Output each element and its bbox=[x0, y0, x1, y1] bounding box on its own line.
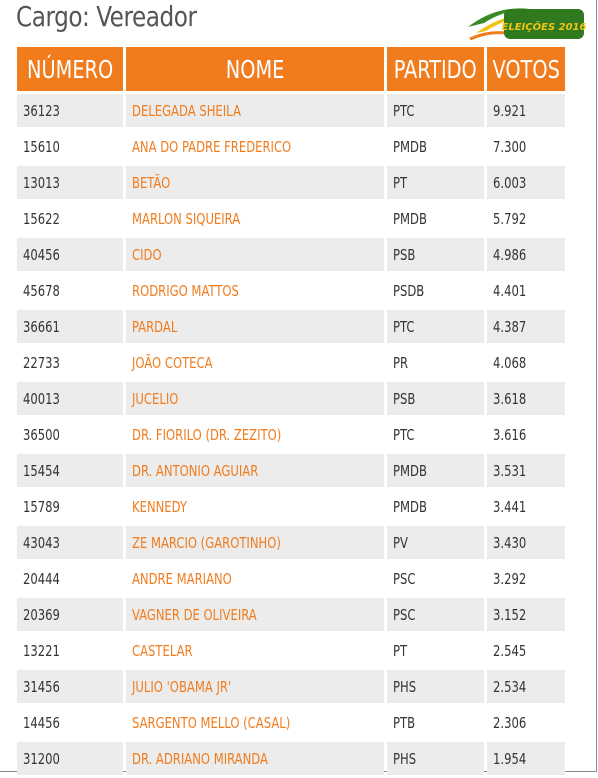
cell-partido: PSC bbox=[387, 598, 484, 631]
logo-text: ELEIÇÕES 2016 bbox=[501, 22, 586, 33]
cell-partido: PMDB bbox=[387, 130, 484, 163]
table-row bbox=[17, 94, 565, 127]
cell-nome[interactable]: MARLON SIQUEIRA bbox=[126, 202, 384, 235]
cell-partido: PSDB bbox=[387, 274, 484, 307]
cell-numero: 45678 bbox=[17, 274, 123, 307]
cell-partido: PV bbox=[387, 526, 484, 559]
cell-numero: 15610 bbox=[17, 130, 123, 163]
cell-numero: 40456 bbox=[17, 238, 123, 271]
cell-numero: 36661 bbox=[17, 310, 123, 343]
cell-numero: 15454 bbox=[17, 454, 123, 487]
cell-votos: 4.387 bbox=[487, 310, 565, 343]
eleicoes-2016-logo bbox=[466, 3, 586, 43]
page-title: Cargo: Vereador bbox=[16, 0, 197, 33]
cell-nome[interactable]: CIDO bbox=[126, 238, 384, 271]
results-table bbox=[14, 44, 568, 778]
cell-nome[interactable]: JOÃO COTECA bbox=[126, 346, 384, 379]
column-header-partido: PARTIDO bbox=[387, 47, 484, 91]
cell-nome[interactable]: BETÃO bbox=[126, 166, 384, 199]
cell-votos: 3.152 bbox=[487, 598, 565, 631]
cell-votos: 3.292 bbox=[487, 562, 565, 595]
table-row bbox=[17, 382, 565, 415]
cell-nome[interactable]: ANDRE MARIANO bbox=[126, 562, 384, 595]
cell-numero: 15622 bbox=[17, 202, 123, 235]
cell-nome[interactable]: JULIO 'OBAMA JR' bbox=[126, 670, 384, 703]
cell-partido: PMDB bbox=[387, 202, 484, 235]
cell-partido: PMDB bbox=[387, 454, 484, 487]
table-row bbox=[17, 418, 565, 451]
cell-votos: 4.986 bbox=[487, 238, 565, 271]
cell-numero: 31456 bbox=[17, 670, 123, 703]
cell-votos: 5.792 bbox=[487, 202, 565, 235]
table-row bbox=[17, 490, 565, 523]
table-row bbox=[17, 562, 565, 595]
cell-votos: 3.616 bbox=[487, 418, 565, 451]
column-header-nome: NOME bbox=[126, 47, 384, 91]
cell-votos: 1.954 bbox=[487, 742, 565, 775]
cell-nome[interactable]: ANA DO PADRE FREDERICO bbox=[126, 130, 384, 163]
cell-nome[interactable]: CASTELAR bbox=[126, 634, 384, 667]
cell-votos: 2.306 bbox=[487, 706, 565, 739]
cell-partido: PHS bbox=[387, 670, 484, 703]
cell-numero: 40013 bbox=[17, 382, 123, 415]
cell-votos: 4.401 bbox=[487, 274, 565, 307]
cell-partido: PR bbox=[387, 346, 484, 379]
cell-nome[interactable]: RODRIGO MATTOS bbox=[126, 274, 384, 307]
table-row bbox=[17, 310, 565, 343]
table-body bbox=[17, 94, 565, 775]
cell-partido: PTC bbox=[387, 310, 484, 343]
cell-partido: PSB bbox=[387, 238, 484, 271]
cell-numero: 13221 bbox=[17, 634, 123, 667]
cell-numero: 20369 bbox=[17, 598, 123, 631]
cell-numero: 36123 bbox=[17, 94, 123, 127]
table-row bbox=[17, 346, 565, 379]
cell-partido: PTC bbox=[387, 94, 484, 127]
cell-votos: 3.618 bbox=[487, 382, 565, 415]
cell-nome[interactable]: KENNEDY bbox=[126, 490, 384, 523]
cell-votos: 3.441 bbox=[487, 490, 565, 523]
cell-partido: PTB bbox=[387, 706, 484, 739]
table-row bbox=[17, 130, 565, 163]
cell-numero: 13013 bbox=[17, 166, 123, 199]
cell-partido: PSB bbox=[387, 382, 484, 415]
cell-numero: 22733 bbox=[17, 346, 123, 379]
table-row bbox=[17, 526, 565, 559]
table-row bbox=[17, 634, 565, 667]
cell-votos: 7.300 bbox=[487, 130, 565, 163]
table-row bbox=[17, 274, 565, 307]
cell-votos: 3.430 bbox=[487, 526, 565, 559]
cell-partido: PHS bbox=[387, 742, 484, 775]
cell-votos: 2.534 bbox=[487, 670, 565, 703]
cell-numero: 14456 bbox=[17, 706, 123, 739]
cell-nome[interactable]: DR. FIORILO (DR. ZEZITO) bbox=[126, 418, 384, 451]
cell-partido: PMDB bbox=[387, 490, 484, 523]
cell-nome[interactable]: VAGNER DE OLIVEIRA bbox=[126, 598, 384, 631]
column-header-numero: NÚMERO bbox=[17, 47, 123, 91]
table-row bbox=[17, 706, 565, 739]
cell-votos: 4.068 bbox=[487, 346, 565, 379]
cell-nome[interactable]: ZE MARCIO (GAROTINHO) bbox=[126, 526, 384, 559]
cell-nome[interactable]: PARDAL bbox=[126, 310, 384, 343]
cell-nome[interactable]: DR. ANTONIO AGUIAR bbox=[126, 454, 384, 487]
table-row bbox=[17, 454, 565, 487]
table-row bbox=[17, 202, 565, 235]
cell-numero: 15789 bbox=[17, 490, 123, 523]
cell-nome[interactable]: DR. ADRIANO MIRANDA bbox=[126, 742, 384, 775]
cell-nome[interactable]: JUCELIO bbox=[126, 382, 384, 415]
cell-votos: 6.003 bbox=[487, 166, 565, 199]
table-row bbox=[17, 670, 565, 703]
cell-partido: PTC bbox=[387, 418, 484, 451]
cell-numero: 31200 bbox=[17, 742, 123, 775]
table-row bbox=[17, 238, 565, 271]
cell-numero: 43043 bbox=[17, 526, 123, 559]
cell-partido: PSC bbox=[387, 562, 484, 595]
table-header-row bbox=[17, 47, 565, 91]
cell-votos: 2.545 bbox=[487, 634, 565, 667]
cell-votos: 3.531 bbox=[487, 454, 565, 487]
cell-partido: PT bbox=[387, 166, 484, 199]
table-row bbox=[17, 742, 565, 775]
table-row bbox=[17, 598, 565, 631]
cell-nome[interactable]: DELEGADA SHEILA bbox=[126, 94, 384, 127]
cell-numero: 20444 bbox=[17, 562, 123, 595]
cell-votos: 9.921 bbox=[487, 94, 565, 127]
cell-nome[interactable]: SARGENTO MELLO (CASAL) bbox=[126, 706, 384, 739]
table-row bbox=[17, 166, 565, 199]
cell-numero: 36500 bbox=[17, 418, 123, 451]
column-header-votos: VOTOS bbox=[487, 47, 565, 91]
cell-partido: PT bbox=[387, 634, 484, 667]
